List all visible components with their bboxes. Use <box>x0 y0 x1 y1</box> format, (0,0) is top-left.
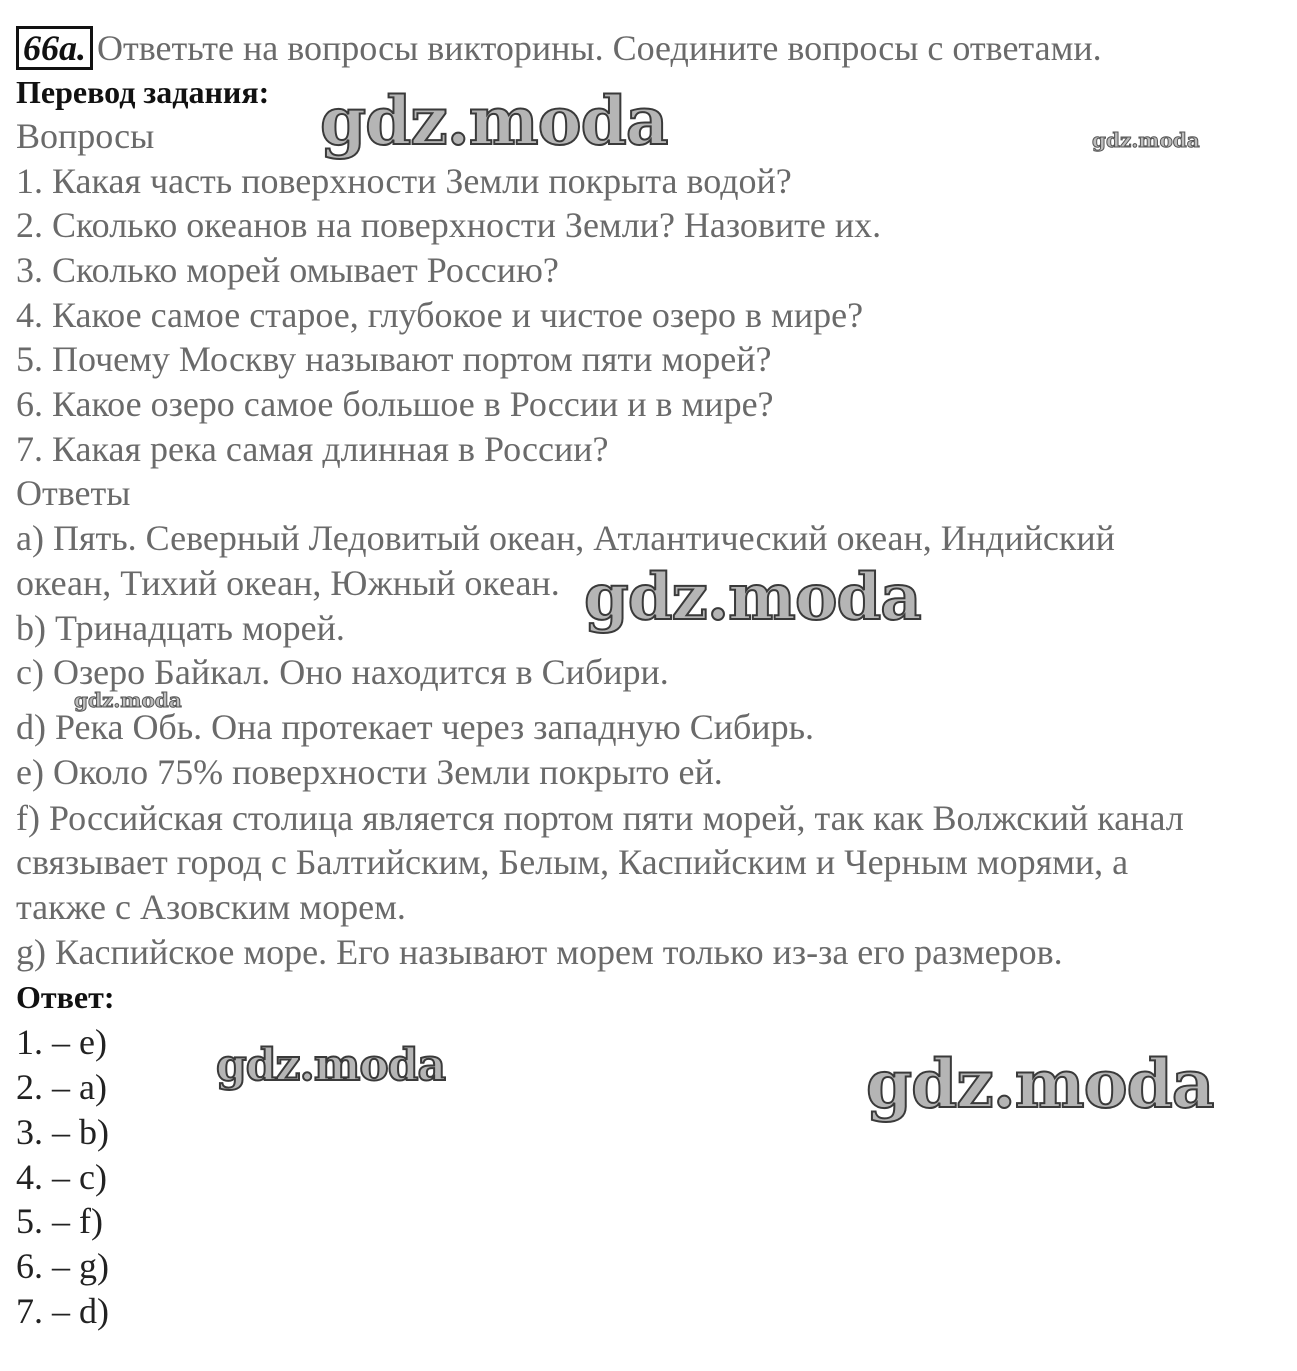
question-item: 5. Почему Москву называют портом пяти морей? <box>16 339 772 379</box>
watermark: gdz.moda <box>216 1040 446 1091</box>
result-item: 6. – g) <box>16 1246 109 1286</box>
answer-item: также с Азовским морем. <box>16 887 406 927</box>
question-item: 7. Какая река самая длинная в России? <box>16 429 609 469</box>
question-item: 4. Какое самое старое, глубокое и чистое озеро в мире? <box>16 295 864 335</box>
result-item: 7. – d) <box>16 1291 109 1331</box>
answer-item: a) Пять. Северный Ледовитый океан, Атлантический океан, Индийский <box>16 518 1115 558</box>
watermark: gdz.moda <box>584 560 921 635</box>
watermark: gdz.moda <box>320 82 668 160</box>
translation-heading: Перевод задания: <box>16 74 270 110</box>
questions-heading: Вопросы <box>16 116 155 156</box>
result-heading: Ответ: <box>16 979 115 1015</box>
question-item: 1. Какая часть поверхности Земли покрыта водой? <box>16 161 792 201</box>
answer-item: b) Тринадцать морей. <box>16 608 345 648</box>
answer-item: d) Река Обь. Она протекает через западную Сибирь. <box>16 707 814 747</box>
answer-item: океан, Тихий океан, Южный океан. <box>16 563 560 603</box>
answer-item: связывает город с Балтийским, Белым, Каспийским и Черным морями, а <box>16 842 1129 882</box>
task-header <box>16 26 1102 70</box>
result-item: 2. – a) <box>16 1067 107 1107</box>
question-item: 2. Сколько океанов на поверхности Земли? Назовите их. <box>16 205 882 245</box>
question-item: 6. Какое озеро самое большое в России и в мире? <box>16 384 774 424</box>
watermark: gdz.moda <box>74 688 182 712</box>
result-item: 3. – b) <box>16 1112 109 1152</box>
watermark: gdz.moda <box>1092 128 1200 152</box>
result-item: 5. – f) <box>16 1201 103 1241</box>
answer-item: e) Около 75% поверхности Земли покрыто ей. <box>16 752 723 792</box>
answer-item: g) Каспийское море. Его называют морем только из-за его размеров. <box>16 932 1063 972</box>
result-item: 4. – c) <box>16 1157 107 1197</box>
answer-item: f) Российская столица является портом пяти морей, так как Волжский канал <box>16 798 1184 838</box>
task-number-box: 66a. <box>16 26 93 70</box>
answers-heading: Ответы <box>16 473 131 513</box>
question-item: 3. Сколько морей омывает Россию? <box>16 250 559 290</box>
task-instruction: Ответьте на вопросы викторины. Соедините вопросы с ответами. <box>97 28 1102 68</box>
watermark: gdz.moda <box>866 1045 1214 1123</box>
answer-item: c) Озеро Байкал. Оно находится в Сибири. <box>16 652 669 692</box>
result-item: 1. – e) <box>16 1022 107 1062</box>
